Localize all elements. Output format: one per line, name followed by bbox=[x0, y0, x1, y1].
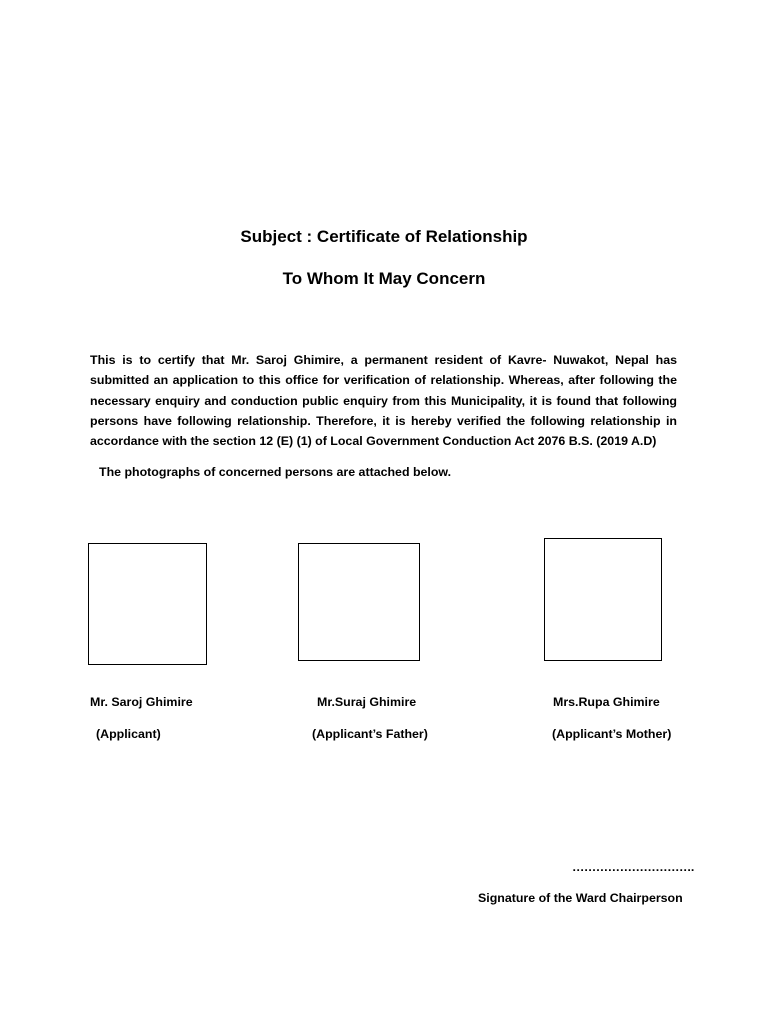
document-subject: Subject : Certificate of Relationship bbox=[240, 227, 528, 246]
signature-label: Signature of the Ward Chairperson bbox=[478, 891, 683, 905]
person-name-applicant: Mr. Saroj Ghimire bbox=[90, 695, 193, 709]
photo-box-applicant bbox=[88, 543, 207, 665]
person-role-father: (Applicant’s Father) bbox=[312, 727, 428, 741]
person-role-applicant: (Applicant) bbox=[96, 727, 161, 741]
person-name-mother: Mrs.Rupa Ghimire bbox=[553, 695, 660, 709]
photo-box-father bbox=[298, 543, 420, 661]
person-name-father: Mr.Suraj Ghimire bbox=[317, 695, 417, 709]
photo-box-mother bbox=[544, 538, 662, 661]
certificate-body-text: This is to certify that Mr. Saroj Ghimire, a permanent resident of Kavre- Nuwakot, Nepal has submitted an application to this office for verification of relationship. Whereas, after following the necessary enquiry and conduction public enquiry from this Municipality, it is found that following persons have following relationship. Therefore, it is hereby verified the following relationship in accordance with the section 12 (E) (1) of Local Government Conduction Act 2076 B.S. (2019 A.D) bbox=[90, 353, 677, 449]
person-role-mother: (Applicant’s Mother) bbox=[552, 727, 672, 741]
signature-line: …………………………. bbox=[572, 860, 694, 874]
document-salutation: To Whom It May Concern bbox=[282, 269, 486, 288]
photo-note: The photographs of concerned persons are attached below. bbox=[99, 465, 452, 479]
